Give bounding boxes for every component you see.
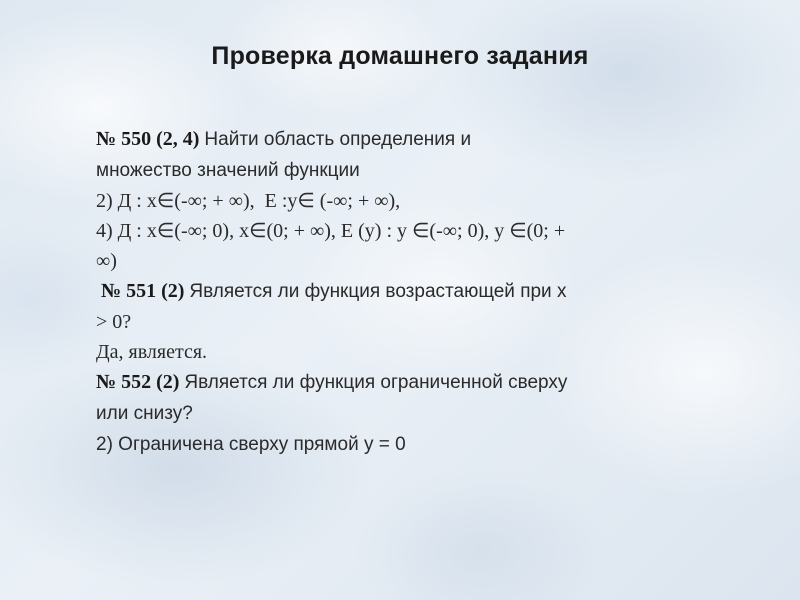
slide-content bbox=[96, 124, 736, 460]
task-551-heading bbox=[96, 276, 736, 307]
answer-text: 4) Д : х∈(-∞; 0), х∈(0; + ∞), Е (у) : у ∈(-∞; 0), у ∈(0; + bbox=[96, 220, 566, 242]
task-number: № 551 (2) bbox=[96, 280, 190, 302]
task-number: № 552 (2) bbox=[96, 371, 185, 393]
task-text: Найти область определения и bbox=[204, 129, 472, 150]
answer-text: 2) Ограничена сверху прямой у = 0 bbox=[96, 434, 406, 455]
task-text: или снизу? bbox=[96, 403, 193, 424]
task-text: > 0? bbox=[96, 311, 132, 333]
task-550-heading-cont bbox=[96, 155, 736, 186]
answer-text: ∞) bbox=[96, 250, 117, 272]
task-552-heading bbox=[96, 367, 736, 398]
answer-text: Да, является. bbox=[96, 341, 208, 363]
task-550-answer-4 bbox=[96, 216, 736, 246]
task-552-answer bbox=[96, 429, 736, 460]
task-551-answer bbox=[96, 337, 736, 367]
task-550-answer-2 bbox=[96, 186, 736, 216]
task-550-heading bbox=[96, 124, 736, 155]
task-550-answer-4-cont bbox=[96, 246, 736, 276]
task-552-heading-cont bbox=[96, 398, 736, 429]
task-551-heading-cont bbox=[96, 307, 736, 337]
task-text: множество значений функции bbox=[96, 160, 360, 181]
slide-title: Проверка домашнего задания bbox=[211, 42, 589, 70]
task-number: № 550 (2, 4) bbox=[96, 128, 205, 150]
answer-text: 2) Д : х∈(-∞; + ∞), Е :у∈ (-∞; + ∞), bbox=[96, 190, 401, 212]
task-text: Является ли функция возрастающей при х bbox=[189, 281, 567, 302]
task-text: Является ли функция ограниченной сверху bbox=[184, 372, 568, 393]
